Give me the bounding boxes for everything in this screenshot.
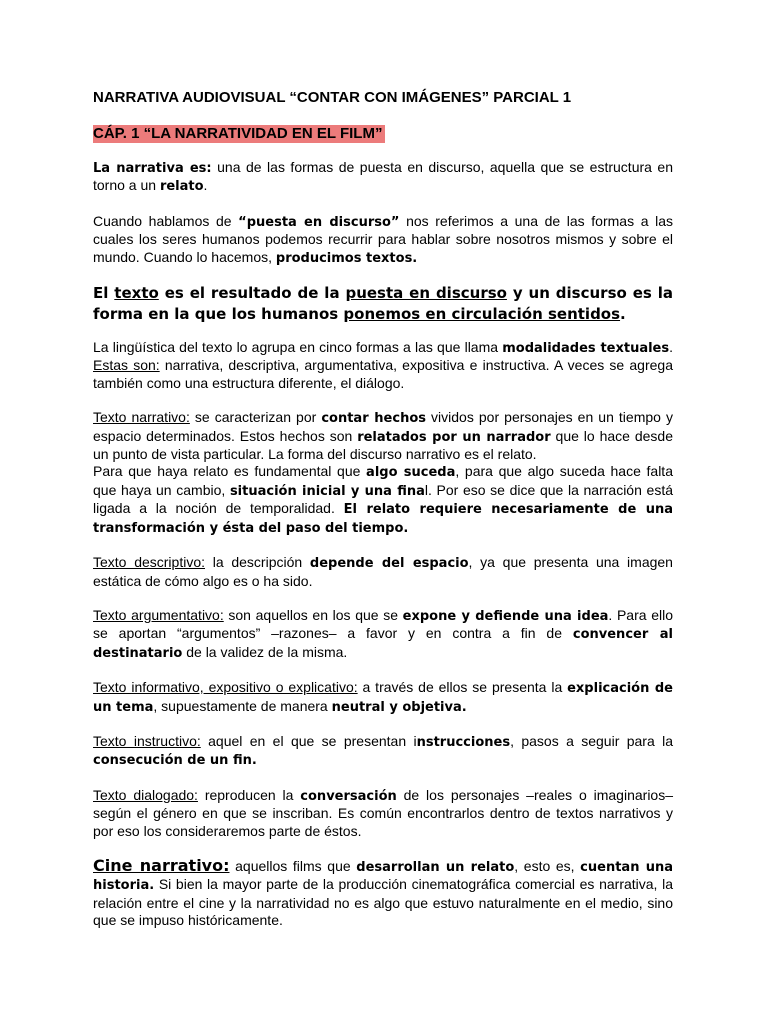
text: . — [620, 305, 626, 324]
paragraph-relato-requisitos — [93, 463, 673, 537]
text: , para que algo suceda hace falta que haya un cambio, — [93, 463, 673, 498]
paragraph-puesta-en-discurso — [93, 213, 673, 267]
document-title: NARRATIVA AUDIOVISUAL “CONTAR CON IMÁGENES” PARCIAL 1 — [93, 89, 572, 106]
text: . Para ello se aportan “argumentos” –razones– a favor y en contra a fin de — [93, 606, 673, 642]
text: , ya que presenta una imagen estática de cómo algo es o ha sido. — [93, 554, 673, 589]
text: La lingüística del texto lo agrupa en cinco formas a las que llama — [93, 339, 503, 356]
chapter-heading: CÁP. 1 “LA NARRATIVIDAD EN EL FILM” — [93, 125, 385, 143]
term-situacion-inicial-final: situación inicial y una fina — [229, 483, 425, 499]
term-relatados-por-narrador: relatados por un narrador — [357, 429, 551, 445]
label-texto-descriptivo: Texto descriptivo: — [93, 554, 205, 571]
text: que lo hace desde un punto de vista particular. La forma del discurso narrativo es el relato. — [93, 427, 673, 463]
term-depende-del-espacio: depende del espacio — [309, 556, 469, 572]
paragraph-narrativa — [93, 159, 673, 196]
text: l. Por eso se dice que la narración está ligada a la noción de temporalidad. — [93, 481, 673, 517]
text: , pasos a seguir para la — [510, 732, 674, 749]
text: la descripción — [205, 554, 310, 571]
text: se caracterizan por — [189, 409, 322, 426]
label-texto-instructivo: Texto instructivo: — [93, 732, 201, 749]
label-texto-argumentativo: Texto argumentativo: — [93, 606, 224, 623]
term-contar-hechos: contar hechos — [321, 411, 426, 427]
term-expone-defiende: expone y defiende una idea — [402, 608, 609, 624]
text: vividos por personajes en un tiempo y espacio determinados. Estos hechos son — [93, 409, 673, 444]
document-body — [93, 89, 673, 930]
term-circulacion-sentidos: ponemos en circulación sentidos — [343, 305, 621, 324]
paragraph-modalidades — [93, 339, 673, 392]
term-neutral-objetiva: neutral y objetiva. — [331, 699, 467, 715]
text: Para que haya relato es fundamental que — [93, 463, 367, 480]
text: nos referimos a una de las formas a las cuales los seres humanos podemos recurrir para hablar sobre nosotros mismos y sobre el mundo. Cuando lo hacemos, — [93, 212, 673, 265]
text: de los personajes –reales o imaginarios– según el género en que se inscriban. Es común encontrarlos dentro de textos narrativos y por eso los consideraremos parte de éstos. — [93, 786, 673, 839]
paragraph-texto-informativo — [93, 679, 673, 716]
text: El — [93, 284, 115, 303]
term-relato: relato — [159, 179, 204, 195]
paragraph-texto-argumentativo — [93, 607, 673, 662]
term-texto: texto — [114, 284, 159, 303]
text: es el resultado de la — [158, 284, 346, 303]
text: a través de ellos se presenta la — [357, 679, 568, 696]
text: aquellos films que — [229, 857, 357, 874]
term-producimos-textos: producimos textos. — [275, 250, 418, 266]
paragraph-texto-instructivo — [93, 733, 673, 770]
text: . — [669, 339, 673, 356]
label-cine-narrativo: Cine narrativo: — [93, 855, 230, 875]
label-texto-informativo: Texto informativo, expositivo o explicativo: — [93, 679, 358, 696]
term-puesta-en-discurso: puesta en discurso — [345, 284, 507, 303]
term-conversacion: conversación — [300, 788, 397, 804]
text: y un discurso es la forma en la que los humanos — [93, 284, 673, 324]
term-desarrollan-relato: desarrollan un relato — [356, 859, 515, 875]
text: Cuando hablamos de — [93, 212, 239, 229]
text: reproducen la — [197, 786, 301, 803]
paragraph-texto-descriptivo — [93, 554, 673, 590]
term-puesta-en-discurso: “puesta en discurso” — [238, 214, 400, 230]
text: . — [203, 177, 208, 194]
text: aquel en el que se presentan i — [200, 732, 417, 749]
term-algo-suceda: algo suceda — [366, 465, 456, 481]
text: son aquellos en los que se — [223, 606, 403, 623]
paragraph-texto-dialogado — [93, 787, 673, 840]
term-consecucion-fin: consecución de un fin. — [93, 753, 257, 769]
term-relato-requiere: El relato requiere necesariamente de una transformación y ésta del paso del tiempo. — [93, 502, 674, 536]
term-modalidades-textuales: modalidades textuales — [502, 341, 670, 357]
paragraph-texto-definicion — [93, 283, 673, 325]
paragraph-cine-narrativo — [93, 857, 673, 930]
term-narrativa: La narrativa es: — [93, 161, 212, 176]
text: , esto es, — [514, 857, 581, 874]
term-instrucciones: nstrucciones — [416, 734, 511, 750]
label-estas-son: Estas son: — [93, 357, 160, 374]
term-convencer-destinatario: convencer al destinatario — [93, 627, 673, 661]
term-explicacion-tema: explicación de un tema — [93, 681, 673, 715]
text: una de las formas de puesta en discurso, aquella que se estructura en torno a un — [93, 159, 674, 194]
text: narrativa, descriptiva, argumentativa, expositiva e instructiva. A veces se agrega también como una estructura diferente, el diálogo. — [93, 357, 673, 391]
paragraph-texto-narrativo — [93, 409, 673, 463]
term-cuentan-historia: cuentan una historia. — [93, 859, 673, 894]
label-texto-narrativo: Texto narrativo: — [93, 409, 190, 426]
label-texto-dialogado: Texto dialogado: — [93, 786, 198, 803]
text: de la validez de la misma. — [182, 643, 348, 660]
text: Si bien la mayor parte de la producción cinematográfica comercial es narrativa, la relación entre el cine y la narratividad no es algo que estuvo naturalmente en el medio, sino que se impuso históricamente. — [93, 876, 673, 929]
text: , supuestamente de manera — [153, 697, 332, 714]
